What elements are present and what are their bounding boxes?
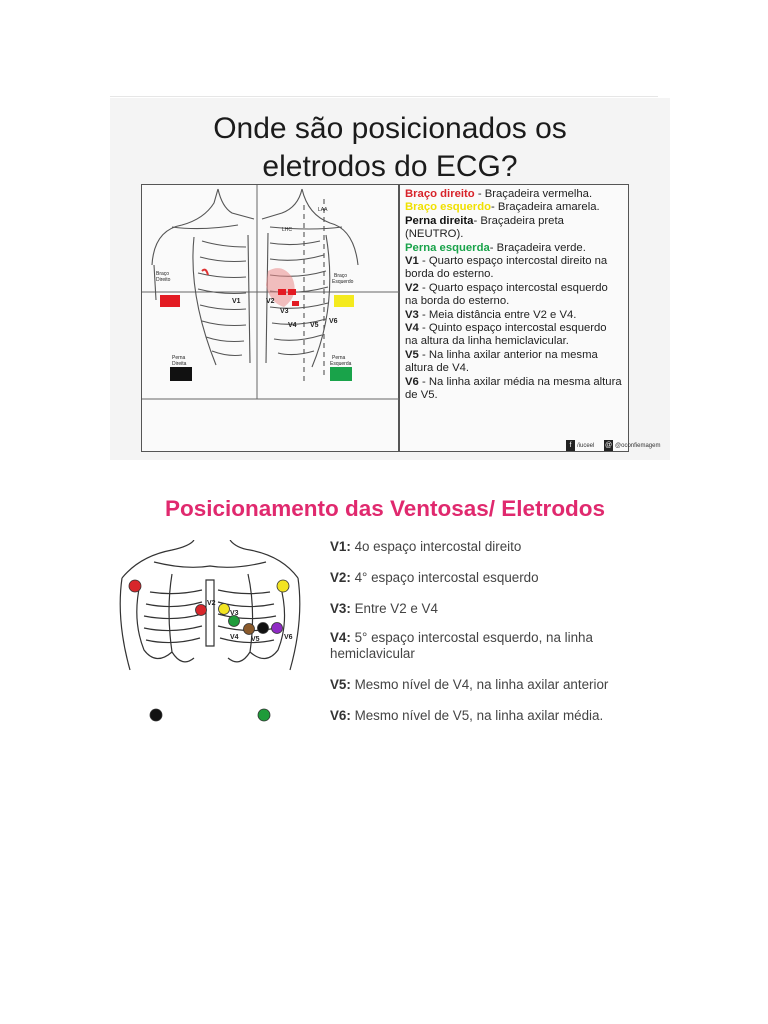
top-divider bbox=[110, 96, 658, 97]
electrode-v3 bbox=[229, 616, 240, 627]
electrode-ra bbox=[129, 580, 141, 592]
electrode-perna-direita bbox=[170, 367, 192, 381]
electrode-v4 bbox=[244, 624, 255, 635]
figure1-title-line1: Onde são posicionados os bbox=[213, 112, 567, 145]
legend-v4: V4 - Quinto espaço intercostal esquerdo na altura da linha hemiclavicular. bbox=[405, 322, 607, 348]
legend-v3: V3 - Meia distância entre V2 e V4. bbox=[405, 308, 577, 321]
legend-braco-esquerdo: Braço esquerdo- Braçadeira amarela. bbox=[405, 201, 600, 214]
fig2-label-v3: V3 bbox=[230, 610, 239, 617]
label-v2: V2 bbox=[266, 298, 275, 305]
fig2-label-v5: V5 bbox=[251, 636, 260, 643]
fig2-label-v4: V4 bbox=[230, 634, 239, 641]
electrode-perna-esquerda bbox=[330, 367, 352, 381]
electrode-v6 bbox=[272, 623, 283, 634]
figure1-title bbox=[110, 110, 670, 186]
fig2-label-v6: V6 bbox=[284, 634, 293, 641]
label-braco-esquerdo-1: Braço bbox=[334, 273, 348, 279]
legend-perna-direita: Perna direita- Braçadeira preta (NEUTRO). bbox=[405, 214, 564, 241]
label-braco-direito-2: Direito bbox=[156, 277, 171, 283]
electrode-ll bbox=[258, 709, 270, 721]
legend-perna-esquerda: Perna esquerda- Braçadeira verde. bbox=[405, 241, 586, 254]
figure2-title: Posicionamento das Ventosas/ Eletrodos bbox=[164, 496, 606, 521]
electrode-la bbox=[277, 580, 289, 592]
instagram-handle: @oconfiemagem bbox=[615, 442, 661, 449]
label-lhc: LHC bbox=[282, 227, 293, 233]
label-perna-direita-2: Direita bbox=[172, 361, 187, 367]
list-item: V5: Mesmo nível de V4, na linha axilar anterior bbox=[330, 677, 609, 692]
label-v1: V1 bbox=[232, 298, 241, 305]
label-perna-esquerda-1: Perna bbox=[332, 355, 346, 361]
list-item: V6: Mesmo nível de V5, na linha axilar média. bbox=[330, 708, 604, 723]
list-item: V1: 4o espaço intercostal direito bbox=[330, 539, 522, 554]
electrode-v5 bbox=[258, 623, 269, 634]
list-item: V3: Entre V2 e V4 bbox=[330, 601, 438, 616]
facebook-handle: /iuceel bbox=[577, 442, 595, 449]
list-item: V2: 4° espaço intercostal esquerdo bbox=[330, 570, 539, 585]
electrode-braco-direito bbox=[160, 295, 180, 307]
instagram-icon: @ bbox=[604, 442, 613, 449]
legend-v1: V1 - Quarto espaço intercostal direito na borda do esterno. bbox=[405, 255, 608, 281]
legend-braco-direito: Braço direito - Braçadeira vermelha. bbox=[405, 188, 593, 200]
label-braco-esquerdo-2: Esquerdo bbox=[332, 279, 354, 285]
legend-v2: V2 - Quarto espaço intercostal esquerdo na borda do esterno. bbox=[405, 281, 608, 308]
list-item: V4: 5° espaço intercostal esquerdo, na linha hemiclavicular bbox=[330, 630, 593, 661]
facebook-icon: f bbox=[566, 440, 575, 451]
legend-v6: V6 - Na linha axilar média na mesma altura de V5. bbox=[405, 375, 622, 402]
electrode-v1 bbox=[196, 605, 207, 616]
fig2-label-v2: V2 bbox=[207, 600, 216, 607]
label-v6: V6 bbox=[329, 318, 338, 325]
electrode-legend bbox=[399, 184, 629, 452]
electrode-rl bbox=[150, 709, 162, 721]
label-v3: V3 bbox=[280, 308, 289, 315]
legend-v5: V5 - Na linha axilar anterior na mesma altura de V4. bbox=[405, 348, 598, 375]
label-v5: V5 bbox=[310, 322, 319, 329]
torso-diagram bbox=[141, 184, 399, 452]
label-braco-direito-1: Braço bbox=[156, 271, 170, 277]
electrode-braco-esquerdo bbox=[334, 295, 354, 307]
label-laa: LAA bbox=[318, 207, 328, 213]
label-v4: V4 bbox=[288, 322, 297, 329]
chest-diagram bbox=[110, 540, 315, 730]
electrode-v2 bbox=[219, 604, 230, 615]
label-perna-esquerda-2: Esquerda bbox=[330, 361, 352, 367]
figure1-title-line2: eletrodos do ECG? bbox=[262, 150, 518, 183]
ecg-electrode-figure bbox=[110, 98, 670, 460]
image-credits bbox=[566, 440, 668, 451]
ventosas-figure bbox=[110, 488, 660, 736]
label-perna-direita-1: Perna bbox=[172, 355, 186, 361]
